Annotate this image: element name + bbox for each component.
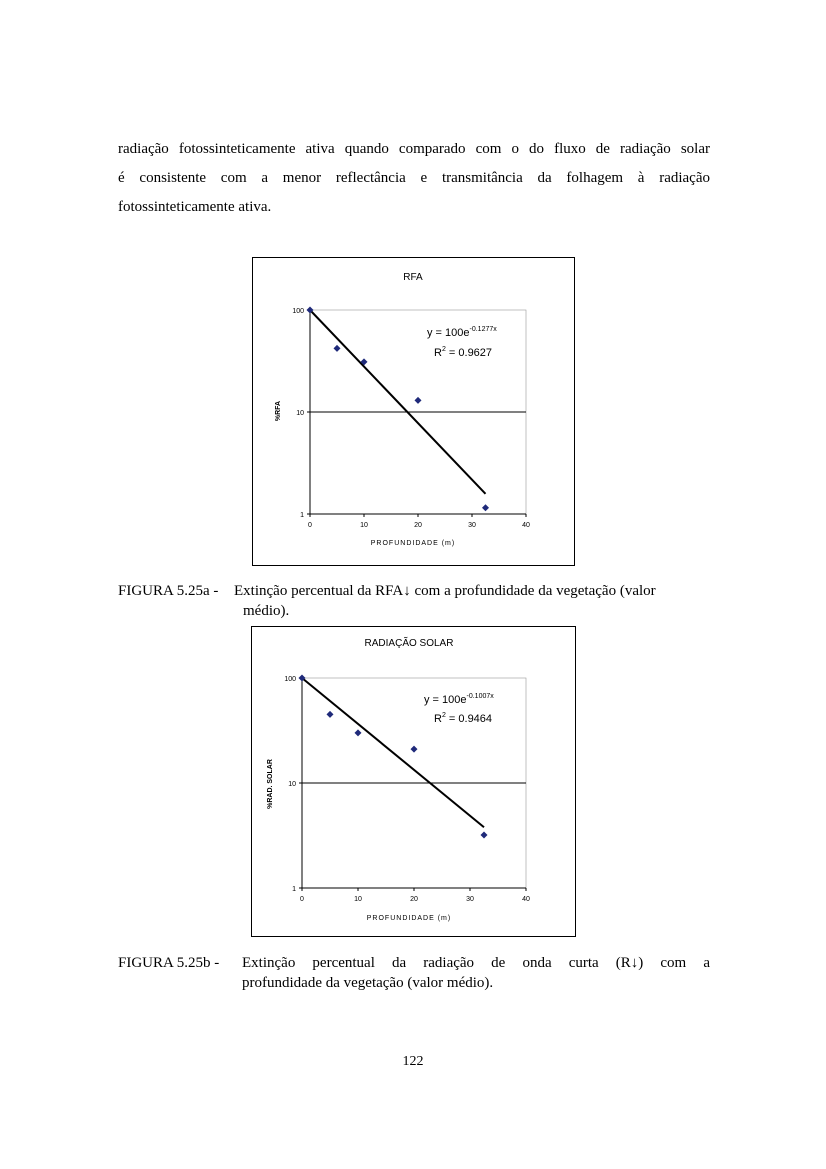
figure-caption-a <box>118 582 710 622</box>
paragraph-line: radiação fotossinteticamente ativa quando comparado com o do fluxo de radiação solar <box>118 141 710 157</box>
caption-text-line1: Extinção percentual da radiação de onda curta (R↓) com a <box>242 955 710 971</box>
y-tick-label: 100 <box>284 676 296 683</box>
data-point <box>355 729 362 736</box>
data-point <box>482 504 489 511</box>
chart-title: RFA <box>403 272 423 283</box>
figure-caption-b <box>118 954 710 994</box>
x-tick-label: 30 <box>468 522 476 529</box>
x-tick-label: 0 <box>300 896 304 903</box>
caption-text-line2: médio). <box>243 603 290 619</box>
caption-label: FIGURA 5.25a - <box>118 583 219 599</box>
r-squared: $R^2 = 0.9627$ <box>434 346 493 359</box>
x-tick-label: 40 <box>522 896 530 903</box>
y-axis-label: %RAD. SOLAR <box>267 759 274 809</box>
data-point <box>334 345 341 352</box>
y-tick-label: 1 <box>292 886 296 893</box>
x-tick-label: 20 <box>410 896 418 903</box>
x-tick-label: 30 <box>466 896 474 903</box>
y-tick-label: 100 <box>292 308 304 315</box>
chart-rfa <box>252 257 575 566</box>
trend-equation: $y = 100e^{-0.1007x}$ <box>424 693 494 706</box>
y-tick-label: 1 <box>300 512 304 519</box>
x-axis-label: PROFUNDIDADE (m) <box>370 540 456 547</box>
y-tick-label: 10 <box>288 781 296 788</box>
data-point <box>327 711 334 718</box>
chart-radiacao-solar-svg <box>252 627 575 936</box>
y-axis-label: %RFA <box>275 400 282 422</box>
x-tick-label: 10 <box>360 522 368 529</box>
trend-equation: $y = 100e^{-0.1277x}$ <box>427 326 497 339</box>
chart-radiacao-solar <box>251 626 576 937</box>
x-axis-label: PROFUNDIDADE (m) <box>366 915 452 922</box>
paragraph-line: fotossinteticamente ativa. <box>118 199 272 215</box>
chart-rfa-svg <box>253 258 574 565</box>
y-tick-label: 10 <box>296 410 304 417</box>
caption-label: FIGURA 5.25b - <box>118 955 220 971</box>
caption-text-line1: Extinção percentual da RFA↓ com a profundidade da vegetação (valor <box>234 583 656 599</box>
page-number: 122 <box>402 1054 424 1069</box>
body-paragraph <box>118 135 710 222</box>
x-tick-label: 0 <box>308 522 312 529</box>
data-point <box>481 831 488 838</box>
data-point <box>411 746 418 753</box>
data-point <box>415 397 422 404</box>
chart-title: RADIAÇÃO SOLAR <box>364 638 454 649</box>
x-tick-label: 40 <box>522 522 530 529</box>
caption-text-line2: profundidade da vegetação (valor médio). <box>242 975 494 991</box>
paragraph-line: é consistente com a menor reflectância e transmitância da folhagem à radiação <box>118 170 710 186</box>
r-squared: $R^2 = 0.9464$ <box>434 712 493 725</box>
x-tick-label: 10 <box>354 896 362 903</box>
x-tick-label: 20 <box>414 522 422 529</box>
